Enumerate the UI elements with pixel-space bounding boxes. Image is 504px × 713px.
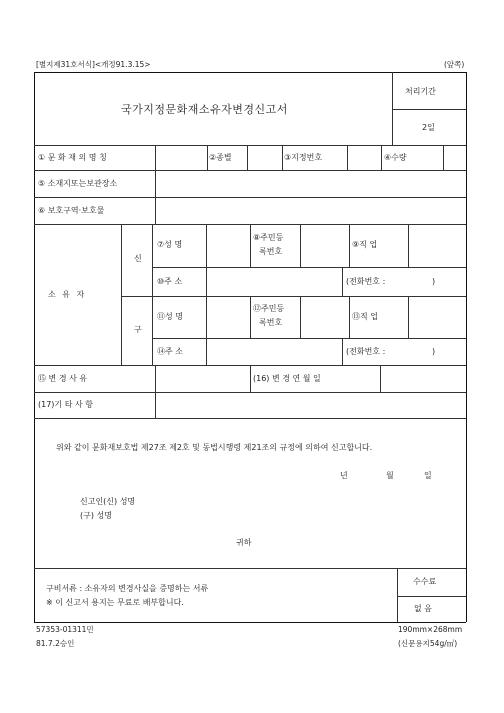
protection-zone-label: ⑥ 보호구역·보호물	[38, 206, 105, 215]
new-phone-close: )	[432, 277, 436, 286]
approval-date: 81.7.2승인	[36, 639, 75, 648]
day-label: 일	[424, 471, 432, 480]
new-phone-label: (전화번호 :	[346, 277, 386, 286]
processing-period-label: 처리기간	[405, 87, 436, 96]
location-label: ⑤ 소재지또는보관장소	[38, 179, 118, 188]
paper-size: 190mm×268mm	[398, 625, 463, 634]
owner-label: 소 유 자	[48, 290, 87, 299]
old-reporter-signature: (구) 성명	[80, 511, 112, 520]
old-phone-close: )	[432, 347, 436, 356]
required-documents: 구비서류 : 소유자의 변경사실을 증명하는 서류	[46, 584, 209, 593]
new-rrn-label-2: 록번호	[259, 247, 283, 256]
processing-period-value: 2일	[422, 123, 435, 132]
paper-type: (신문용지54g/㎡)	[398, 639, 458, 648]
old-name-label: ⑪성 명	[157, 312, 183, 321]
new-address-label: ⑩주 소	[157, 277, 183, 286]
new-rrn-label-1: ⑧주민등	[253, 233, 284, 242]
form-code: 57353-01311민	[36, 625, 94, 634]
old-rrn-label-2: 록번호	[259, 318, 283, 327]
fee-label: 수수료	[413, 577, 437, 586]
form-number: [별지제31호서식]<개정91.3.15>	[36, 60, 151, 69]
old-phone-label: (전화번호 :	[346, 347, 386, 356]
fee-value: 없 음	[414, 604, 432, 613]
type-label: ②종별	[209, 153, 232, 162]
quantity-label: ④수량	[384, 153, 407, 162]
new-name-label: ⑦성 명	[157, 240, 183, 249]
new-reporter-signature: 신고인(신) 성명	[80, 497, 136, 506]
designation-number-label: ③지정번호	[284, 153, 323, 162]
new-owner-label: 신	[134, 254, 142, 263]
declaration-text: 위와 같이 문화재보호법 제27조 제2호 및 동법시행령 제21조의 규정에 의하여 신고합니다.	[56, 443, 373, 452]
old-rrn-label-1: ⑫주민등	[253, 304, 285, 313]
change-date-label: (16) 변 경 연 월 일	[253, 374, 321, 383]
free-distribution-notice: ※ 이 신고서 용지는 무료로 배부합니다.	[46, 598, 184, 607]
month-label: 월	[386, 471, 394, 480]
old-address-label: ⑭주 소	[157, 347, 183, 356]
page-side-label: (앞쪽)	[444, 60, 465, 69]
new-job-label: ⑨직 업	[352, 240, 378, 249]
change-reason-label: ⑮ 변 경 사 유	[38, 374, 88, 383]
old-owner-label: 구	[134, 325, 142, 334]
asset-name-label: ① 문 화 재 의 명 칭	[38, 153, 107, 162]
year-label: 년	[340, 471, 348, 480]
other-matters-label: (17)기 타 사 항	[38, 400, 93, 409]
recipient-label: 귀하	[236, 538, 252, 547]
form-title: 국가지정문화재소유자변경신고서	[121, 103, 288, 116]
old-job-label: ⑬직 업	[352, 312, 378, 321]
